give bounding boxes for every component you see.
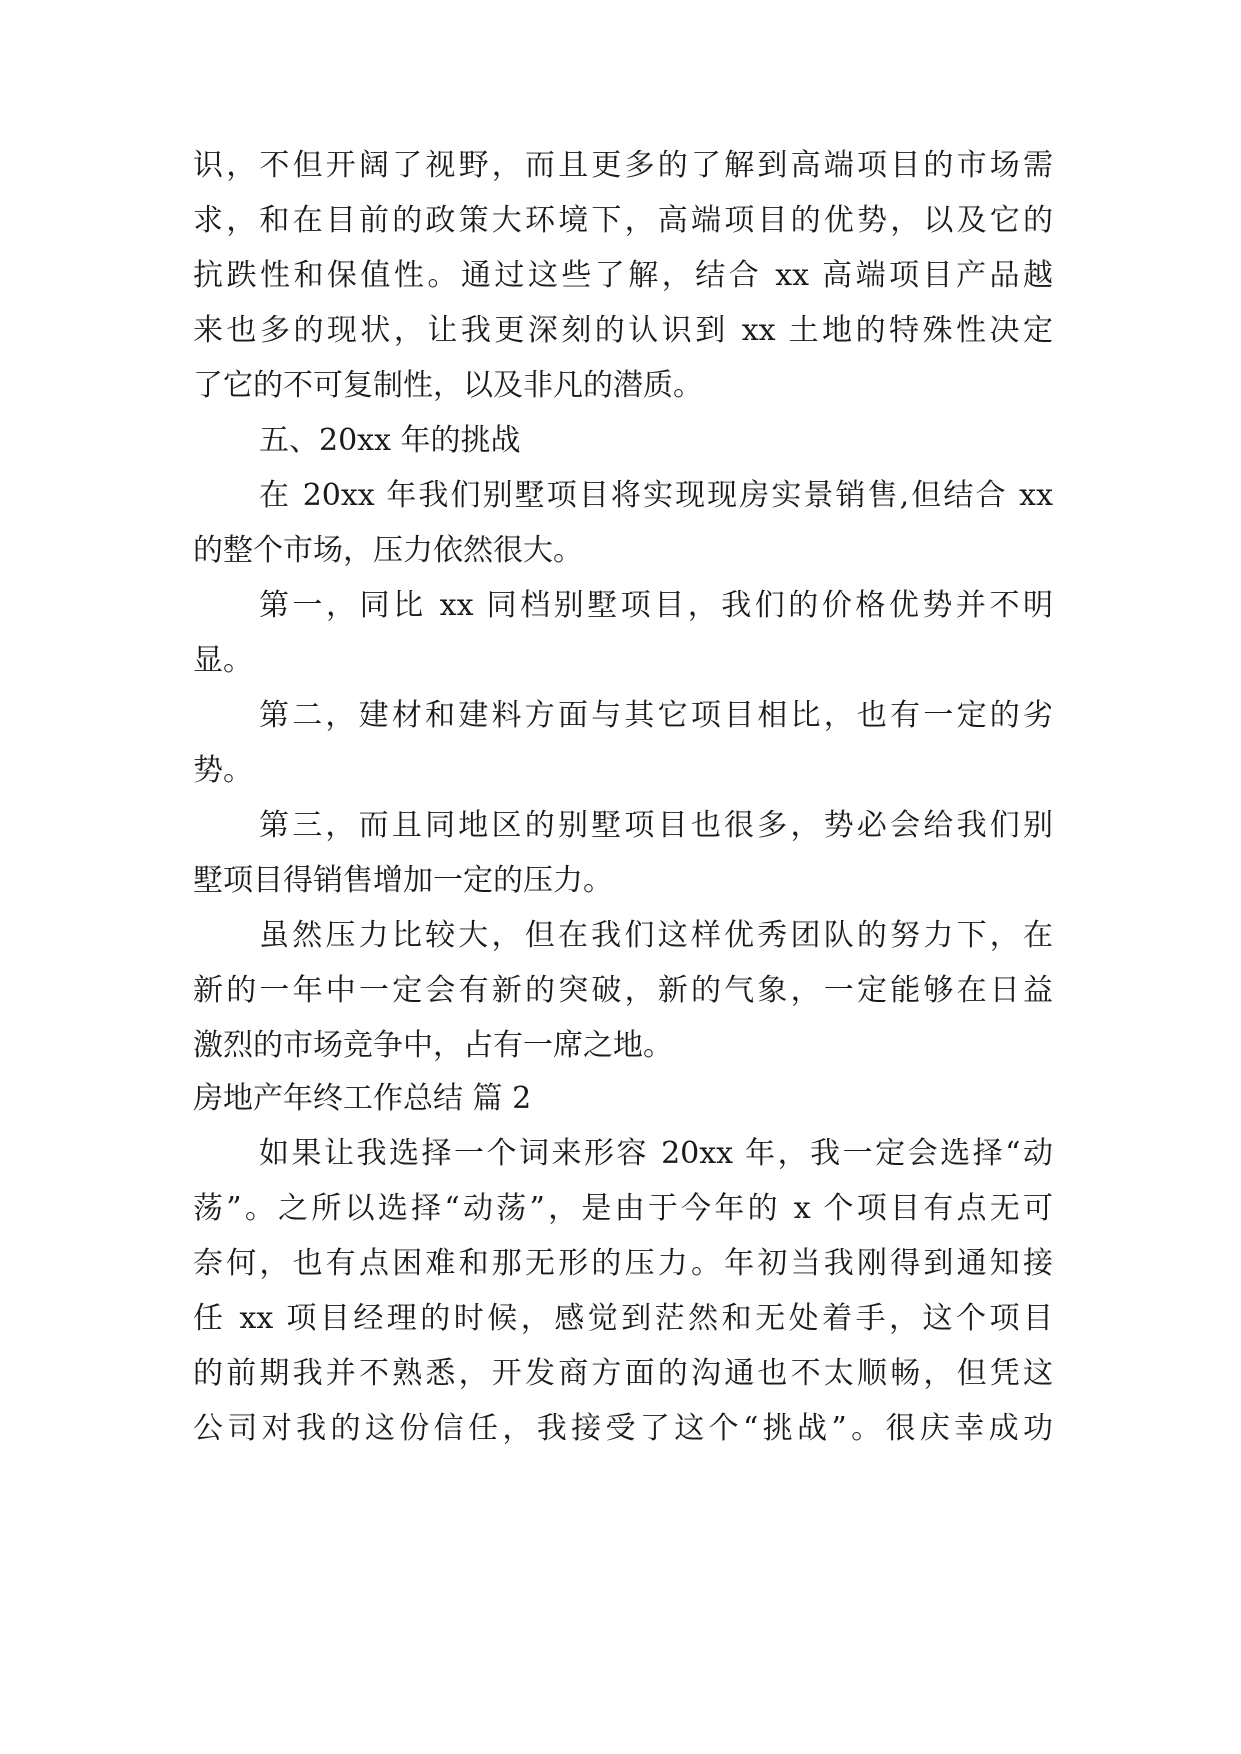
paragraph-line: 第一，同比 xx 同档别墅项目，我们的价格优势并不明: [259, 588, 1053, 623]
paragraph-line: 来也多的现状，让我更深刻的认识到 xx 土地的特殊性决定: [193, 313, 1053, 348]
paragraph-line: 势。: [193, 753, 253, 788]
paragraph-line: 第二，建材和建料方面与其它项目相比，也有一定的劣: [259, 698, 1053, 733]
paragraph-line: 荡”。之所以选择“动荡”，是由于今年的 x 个项目有点无可: [193, 1191, 1053, 1226]
paragraph-line: 任 xx 项目经理的时候，感觉到茫然和无处着手，这个项目: [193, 1301, 1053, 1336]
paragraph-line: 第三，而且同地区的别墅项目也很多，势必会给我们别: [259, 808, 1053, 843]
paragraph-line: 识，不但开阔了视野，而且更多的了解到高端项目的市场需: [193, 148, 1053, 183]
paragraph-line: 显。: [193, 643, 253, 678]
paragraph-line: 公司对我的这份信任，我接受了这个“挑战”。很庆幸成功: [193, 1411, 1053, 1446]
paragraph-line: 奈何，也有点困难和那无形的压力。年初当我刚得到通知接: [193, 1246, 1053, 1281]
paragraph-line: 虽然压力比较大，但在我们这样优秀团队的努力下，在: [259, 918, 1053, 953]
paragraph-line: 了它的不可复制性，以及非凡的潜质。: [193, 368, 703, 403]
paragraph-line: 的整个市场，压力依然很大。: [193, 533, 583, 568]
paragraph-line: 的前期我并不熟悉，开发商方面的沟通也不太顺畅，但凭这: [193, 1356, 1053, 1391]
article-title: 房地产年终工作总结 篇 2: [193, 1081, 532, 1116]
paragraph-line: 墅项目得销售增加一定的压力。: [193, 863, 613, 898]
section-heading: 五、20xx 年的挑战: [259, 423, 521, 458]
paragraph-line: 在 20xx 年我们别墅项目将实现现房实景销售,但结合 xx: [259, 478, 1053, 513]
paragraph-line: 新的一年中一定会有新的突破，新的气象，一定能够在日益: [193, 973, 1053, 1008]
paragraph-line: 求，和在目前的政策大环境下，高端项目的优势，以及它的: [193, 203, 1053, 238]
paragraph-line: 抗跌性和保值性。通过这些了解，结合 xx 高端项目产品越: [193, 258, 1053, 293]
paragraph-line: 激烈的市场竞争中，占有一席之地。: [193, 1028, 673, 1063]
paragraph-line: 如果让我选择一个词来形容 20xx 年，我一定会选择“动: [259, 1136, 1053, 1171]
